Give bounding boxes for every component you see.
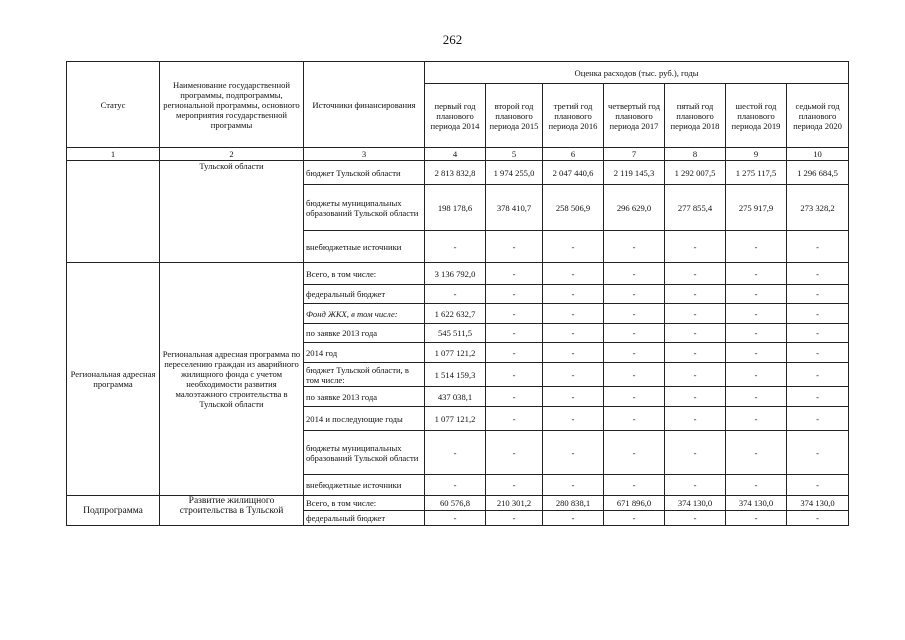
header-year-2020: седьмой год планового периода 2020: [787, 84, 849, 148]
value-cell: -: [604, 304, 665, 324]
value-cell: -: [604, 475, 665, 496]
value-cell: -: [726, 387, 787, 407]
value-cell: -: [665, 387, 726, 407]
source-cell: бюджеты муниципальных образований Тульской области: [304, 185, 425, 231]
value-cell: 275 917,9: [726, 185, 787, 231]
value-cell: -: [425, 231, 486, 263]
value-cell: -: [543, 407, 604, 431]
column-number-row: [67, 148, 849, 161]
value-cell: 1 296 684,5: [787, 161, 849, 185]
value-cell: 545 511,5: [425, 324, 486, 343]
value-cell: -: [543, 387, 604, 407]
value-cell: -: [486, 285, 543, 304]
value-cell: -: [787, 511, 849, 526]
value-cell: -: [486, 304, 543, 324]
header-status: Статус: [67, 62, 160, 148]
value-cell: -: [604, 324, 665, 343]
column-number: 6: [543, 148, 604, 161]
value-cell: 671 896,0: [604, 496, 665, 511]
value-cell: -: [543, 285, 604, 304]
source-cell: по заявке 2013 года: [304, 387, 425, 407]
value-cell: -: [543, 511, 604, 526]
header-row-1: [67, 62, 849, 84]
header-year-2016: третий год планового периода 2016: [543, 84, 604, 148]
table-row: [67, 263, 849, 285]
value-cell: -: [665, 475, 726, 496]
source-cell: внебюджетные источники: [304, 231, 425, 263]
value-cell: -: [486, 475, 543, 496]
value-cell: -: [543, 343, 604, 363]
value-cell: -: [787, 387, 849, 407]
page-number: 262: [442, 32, 463, 47]
source-cell: бюджет Тульской области: [304, 161, 425, 185]
value-cell: 296 629,0: [604, 185, 665, 231]
value-cell: -: [665, 407, 726, 431]
value-cell: -: [604, 431, 665, 475]
value-cell: -: [425, 475, 486, 496]
value-cell: -: [787, 363, 849, 387]
header-year-2015: второй год планового периода 2015: [486, 84, 543, 148]
value-cell: -: [726, 231, 787, 263]
value-cell: -: [486, 324, 543, 343]
value-cell: 277 855,4: [665, 185, 726, 231]
value-cell: 2 047 440,6: [543, 161, 604, 185]
header-year-2017: четвертый год планового периода 2017: [604, 84, 665, 148]
value-cell: -: [604, 511, 665, 526]
value-cell: -: [543, 363, 604, 387]
value-cell: -: [787, 343, 849, 363]
value-cell: 437 038,1: [425, 387, 486, 407]
value-cell: -: [787, 431, 849, 475]
value-cell: 374 130,0: [665, 496, 726, 511]
value-cell: -: [665, 431, 726, 475]
source-cell: внебюджетные источники: [304, 475, 425, 496]
value-cell: -: [486, 387, 543, 407]
value-cell: 60 576,8: [425, 496, 486, 511]
value-cell: -: [543, 475, 604, 496]
value-cell: 2 119 145,3: [604, 161, 665, 185]
value-cell: 1 514 159,3: [425, 363, 486, 387]
header-year-2019: шестой год планового периода 2019: [726, 84, 787, 148]
value-cell: -: [604, 285, 665, 304]
column-number: 8: [665, 148, 726, 161]
status-cell-empty: [67, 161, 160, 263]
value-cell: 273 328,2: [787, 185, 849, 231]
value-cell: -: [787, 263, 849, 285]
value-cell: -: [604, 343, 665, 363]
value-cell: 1 077 121,2: [425, 343, 486, 363]
value-cell: -: [726, 285, 787, 304]
source-cell: Фонд ЖКХ, в том числе:: [304, 304, 425, 324]
value-cell: 1 622 632,7: [425, 304, 486, 324]
value-cell: -: [787, 231, 849, 263]
value-cell: -: [604, 263, 665, 285]
source-cell: федеральный бюджет: [304, 285, 425, 304]
value-cell: -: [787, 324, 849, 343]
value-cell: 1 275 117,5: [726, 161, 787, 185]
value-cell: 374 130,0: [787, 496, 849, 511]
value-cell: -: [486, 363, 543, 387]
value-cell: -: [543, 304, 604, 324]
value-cell: -: [665, 263, 726, 285]
value-cell: -: [486, 263, 543, 285]
value-cell: -: [425, 285, 486, 304]
column-number: 4: [425, 148, 486, 161]
column-number: 5: [486, 148, 543, 161]
value-cell: -: [486, 407, 543, 431]
header-year-2018: пятый год планового периода 2018: [665, 84, 726, 148]
value-cell: -: [486, 431, 543, 475]
value-cell: -: [726, 431, 787, 475]
column-number: 3: [304, 148, 425, 161]
value-cell: -: [543, 263, 604, 285]
value-cell: -: [726, 475, 787, 496]
value-cell: 2 813 832,8: [425, 161, 486, 185]
value-cell: -: [604, 363, 665, 387]
value-cell: -: [543, 431, 604, 475]
value-cell: -: [425, 511, 486, 526]
value-cell: -: [726, 343, 787, 363]
value-cell: -: [425, 431, 486, 475]
status-cell: Региональная адресная программа: [67, 263, 160, 496]
value-cell: -: [726, 324, 787, 343]
value-cell: -: [665, 511, 726, 526]
source-cell: Всего, в том числе:: [304, 496, 425, 511]
value-cell: 210 301,2: [486, 496, 543, 511]
value-cell: -: [604, 407, 665, 431]
header-name: Наименование государственной программы, подпрограммы, региональной программы, основного мероприятия государственной программы: [160, 62, 304, 148]
program-name-cell: Тульской области: [160, 161, 304, 263]
column-number: 9: [726, 148, 787, 161]
program-name-cell: Развитие жилищного строительства в Тульской: [160, 496, 304, 526]
value-cell: -: [665, 285, 726, 304]
status-cell: Подпрограмма: [67, 496, 160, 526]
value-cell: -: [726, 511, 787, 526]
header-estimate: Оценка расходов (тыс. руб.), годы: [425, 62, 849, 84]
value-cell: -: [604, 387, 665, 407]
value-cell: -: [787, 407, 849, 431]
value-cell: 1 077 121,2: [425, 407, 486, 431]
value-cell: -: [486, 511, 543, 526]
value-cell: -: [726, 263, 787, 285]
value-cell: -: [787, 475, 849, 496]
value-cell: -: [486, 231, 543, 263]
value-cell: -: [665, 363, 726, 387]
value-cell: -: [665, 231, 726, 263]
table-row: [67, 161, 849, 185]
value-cell: -: [665, 343, 726, 363]
value-cell: 280 838,1: [543, 496, 604, 511]
value-cell: -: [726, 304, 787, 324]
value-cell: -: [726, 407, 787, 431]
budget-table: [66, 61, 849, 526]
source-cell: бюджеты муниципальных образований Тульской области: [304, 431, 425, 475]
value-cell: -: [543, 231, 604, 263]
source-cell: 2014 и последующие годы: [304, 407, 425, 431]
value-cell: -: [726, 363, 787, 387]
value-cell: -: [543, 324, 604, 343]
column-number: 2: [160, 148, 304, 161]
value-cell: 198 178,6: [425, 185, 486, 231]
value-cell: -: [604, 231, 665, 263]
value-cell: 378 410,7: [486, 185, 543, 231]
value-cell: -: [486, 343, 543, 363]
value-cell: -: [787, 285, 849, 304]
value-cell: -: [665, 304, 726, 324]
source-cell: федеральный бюджет: [304, 511, 425, 526]
value-cell: 1 292 007,5: [665, 161, 726, 185]
source-cell: по заявке 2013 года: [304, 324, 425, 343]
value-cell: 1 974 255,0: [486, 161, 543, 185]
source-cell: бюджет Тульской области, в том числе:: [304, 363, 425, 387]
source-cell: Всего, в том числе:: [304, 263, 425, 285]
header-source: Источники финансирования: [304, 62, 425, 148]
program-name-cell: Региональная адресная программа по переселению граждан из аварийного жилищного фонда с учетом необходимости развития малоэтажного строительства в Тульской области: [160, 263, 304, 496]
header-year-2014: первый год планового периода 2014: [425, 84, 486, 148]
column-number: 10: [787, 148, 849, 161]
column-number: 1: [67, 148, 160, 161]
column-number: 7: [604, 148, 665, 161]
table-row: [67, 496, 849, 511]
value-cell: 3 136 792,0: [425, 263, 486, 285]
value-cell: 258 506,9: [543, 185, 604, 231]
value-cell: -: [787, 304, 849, 324]
source-cell: 2014 год: [304, 343, 425, 363]
value-cell: -: [665, 324, 726, 343]
value-cell: 374 130,0: [726, 496, 787, 511]
